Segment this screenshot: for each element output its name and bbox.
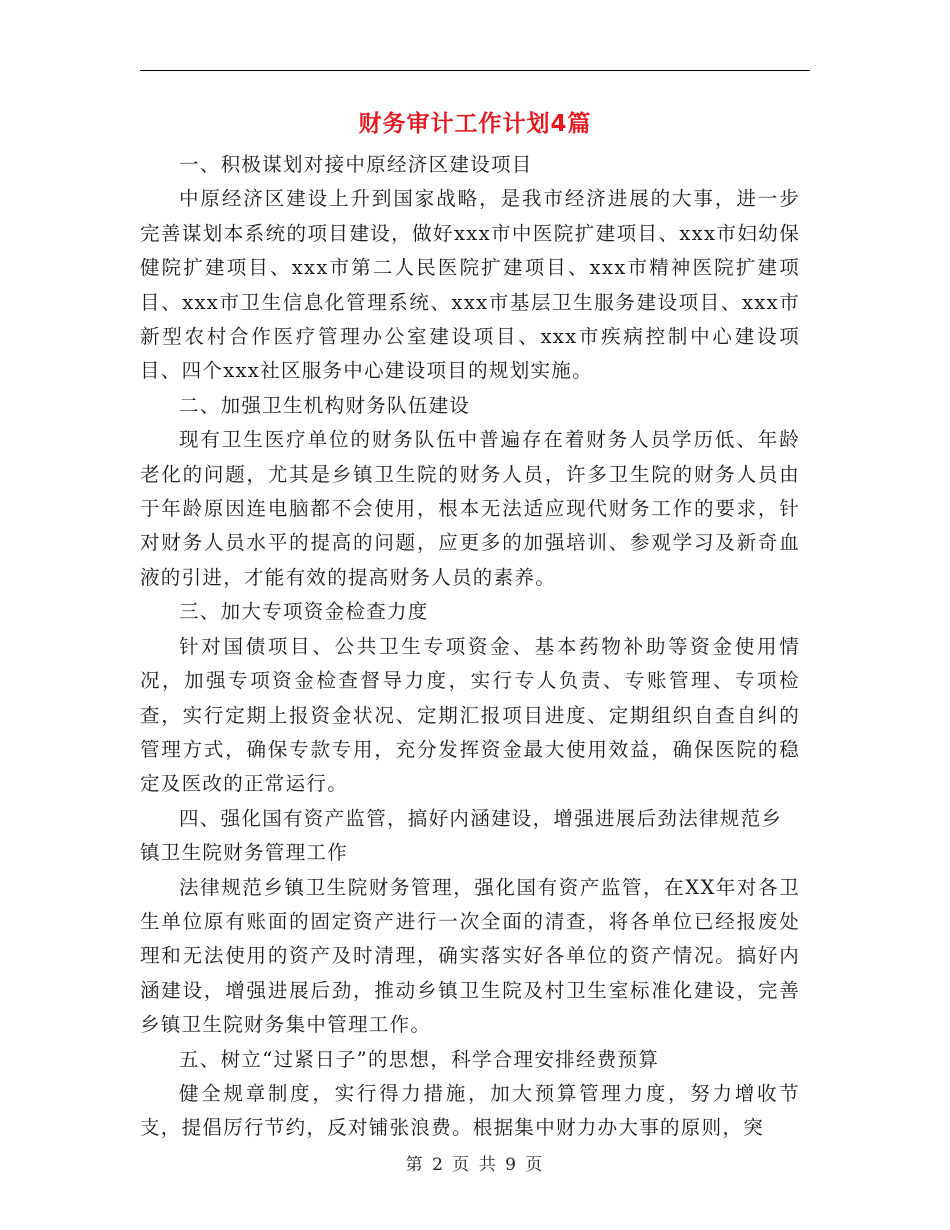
section-paragraph: 健全规章制度，实行得力措施，加大预算管理力度，努力增收节支，提倡厉行节约，反对铺张浪费。根据集中财力办大事的原则，突	[140, 1081, 800, 1140]
document-body	[140, 148, 800, 1146]
section-heading: 二、加强卫生机构财务队伍建设	[179, 393, 471, 417]
section-heading: 三、加大专项资金检查力度	[179, 600, 429, 624]
section-paragraph: 针对国债项目、公共卫生专项资金、基本药物补助等资金使用情况，加强专项资金检查督导力度，实行专人负责、专账管理、专项检查，实行定期上报资金状况、定期汇报项目进度、定期组织自查自纠的管理方式，确保专款专用，充分发挥资金最大使用效益，确保医院的稳定及医改的正常运行。	[140, 634, 800, 796]
section-heading: 五、树立“过紧日子”的思想，科学合理安排经费预算	[179, 1047, 660, 1071]
section-paragraph: 现有卫生医疗单位的财务队伍中普遍存在着财务人员学历低、年龄老化的问题，尤其是乡镇卫生院的财务人员，许多卫生院的财务人员由于年龄原因连电脑都不会使用，根本无法适应现代财务工作的要求，针对财务人员水平的提高的问题，应更多的加强培训、参观学习及新奇血液的引进，才能有效的提高财务人员的素养。	[140, 428, 800, 589]
page-number-footer: 第 2 页 共 9 页	[405, 1155, 545, 1175]
section-paragraph: 法律规范乡镇卫生院财务管理，强化国有资产监管，在XX年对各卫生单位原有账面的固定资产进行一次全面的清查，将各单位已经报废处理和无法使用的资产及时清理，确实落实好各单位的资产情况。搞好内涵建设，增强进展后劲，推动乡镇卫生院及村卫生室标准化建设，完善乡镇卫生院财务集中管理工作。	[140, 875, 800, 1037]
document-title: 财务审计工作计划4篇	[358, 111, 592, 137]
section-paragraph: 中原经济区建设上升到国家战略，是我市经济进展的大事，进一步完善谋划本系统的项目建设，做好xxx市中医院扩建项目、xxx市妇幼保健院扩建项目、xxx市第二人民医院扩建项目、xxx市精神医院扩建项目、xxx市卫生信息化管理系统、xxx市基层卫生服务建设项目、xxx市新型农村合作医疗管理办公室建设项目、xxx市疾病控制中心建设项目、四个xxx社区服务中心建设项目的规划实施。	[140, 187, 800, 383]
section-heading: 一、积极谋划对接中原经济区建设项目	[179, 153, 533, 176]
section-heading: 四、强化国有资产监管，搞好内涵建设，增强进展后劲法律规范乡镇卫生院财务管理工作	[140, 806, 783, 865]
header-rule	[140, 70, 810, 71]
